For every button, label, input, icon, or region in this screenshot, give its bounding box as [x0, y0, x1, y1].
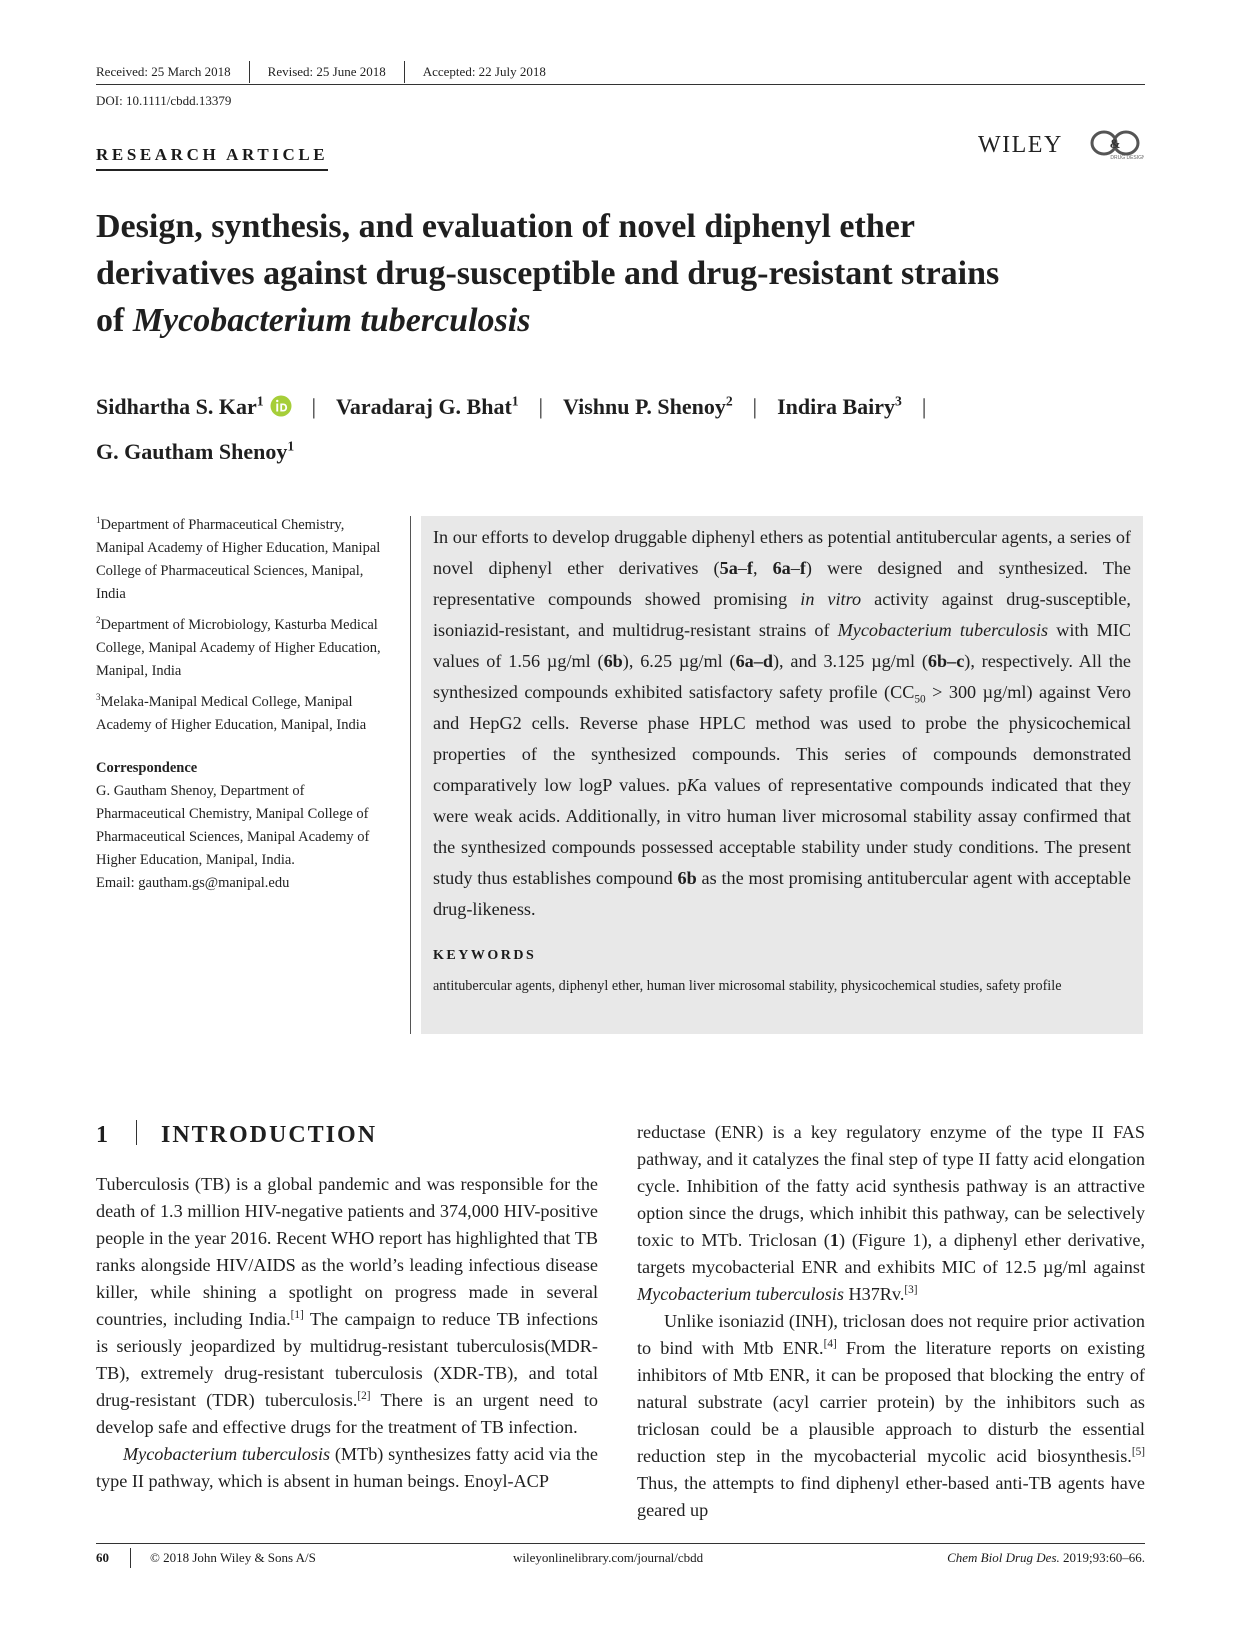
author[interactable] [96, 431, 294, 473]
compound-ref: 6b–c [927, 651, 965, 671]
author-name: Sidhartha S. Kar [96, 394, 257, 419]
article-title [96, 203, 1156, 344]
compound-ref: 6b [603, 651, 623, 671]
affiliation-number: 3 [96, 692, 101, 703]
author-name: G. Gautham Shenoy [96, 439, 288, 464]
citation-ref[interactable]: [2] [357, 1389, 371, 1402]
compound-ref: 5a [719, 558, 738, 578]
abstract-rule [410, 516, 411, 1034]
author-name: Indira Bairy [777, 394, 896, 419]
section-divider [136, 1120, 137, 1145]
abstract-italic: in vitro [800, 589, 862, 609]
received-date: Received: 25 March 2018 [96, 64, 231, 79]
abstract-span: as the most promising antitubercular agent with acceptable drug-likeness. [433, 868, 1131, 919]
abstract-span: ), and 3.125 µg/ml ( [772, 651, 928, 671]
author-name: Varadaraj G. Bhat [335, 394, 512, 419]
author-affiliation-ref: 1 [256, 393, 264, 409]
author[interactable] [336, 386, 519, 428]
section-heading [96, 1120, 377, 1149]
body-text: ) (Figure 1), a diphenyl ether derivative, targets mycobacterial ENR and exhibits MIC of 12.5 µg/ml against [637, 1230, 1145, 1277]
publisher-logo: WILEY [978, 132, 1063, 158]
body-italic: Mycobacterium tuberculosis [123, 1444, 331, 1464]
compound-ref: 6b [677, 868, 697, 888]
correspondence-email[interactable]: Email: gautham.gs@manipal.edu [96, 875, 290, 891]
title-line: Design, synthesis, and evaluation of novel diphenyl ether [96, 208, 915, 245]
abstract-span: ), respectively. All the synthesized compounds exhibited satisfactory safety profile (CC [433, 651, 1131, 702]
compound-ref: 6a–d [735, 651, 773, 671]
abstract-span: ) were designed and synthesized. The representative compounds showed promising [433, 558, 1131, 609]
abstract-span: – [790, 558, 800, 578]
abstract-span: – [737, 558, 747, 578]
author-affiliation-ref: 3 [895, 393, 902, 409]
svg-text:&: & [1109, 136, 1121, 151]
affiliations [96, 514, 386, 895]
body-paragraph [96, 1441, 598, 1495]
citation-volume: 2019;93:60–66. [1059, 1550, 1145, 1565]
svg-text:DRUG DESIGN: DRUG DESIGN [1110, 155, 1144, 161]
compound-ref: f [799, 558, 806, 578]
body-paragraph [96, 1171, 598, 1441]
affiliation-text: Department of Pharmaceutical Chemistry, Manipal Academy of Higher Education, Manipal College of Pharmaceutical Sciences, Manipal, India [96, 517, 381, 602]
correspondence-text: G. Gautham Shenoy, Department of Pharmaceutical Chemistry, Manipal College of Pharmaceutical Sciences, Manipal Academy of Higher Education, Manipal, India. [96, 783, 370, 868]
abstract-italic: K [686, 775, 699, 795]
header-rule [96, 84, 1145, 85]
author-list [96, 386, 1156, 473]
author[interactable] [96, 386, 292, 431]
affiliation-text: Melaka-Manipal Medical College, Manipal Academy of Higher Education, Manipal, India [96, 694, 367, 733]
correspondence-heading: Correspondence [96, 760, 198, 776]
abstract-subscript: 50 [914, 693, 926, 706]
author-affiliation-ref: 2 [725, 393, 733, 409]
affiliation [96, 514, 386, 606]
citation-ref[interactable]: [1] [290, 1308, 304, 1321]
citation-ref[interactable]: [3] [904, 1283, 918, 1296]
body-text: The campaign to reduce TB infections is seriously jeopardized by multidrug-resistant tuberculosis(MDR-TB), extremely drug-resistant tuberculosis (XDR-TB), and total drug-resistant (TDR) tuberculosis. [96, 1309, 598, 1410]
author-affiliation-ref: 1 [287, 438, 295, 454]
body-column-left [96, 1171, 598, 1495]
citation-ref[interactable]: [4] [823, 1337, 837, 1350]
author[interactable] [563, 386, 733, 428]
footer-divider [130, 1548, 131, 1568]
body-column-right [637, 1119, 1145, 1524]
body-text: Unlike isoniazid (INH), triclosan does not require prior activation to bind with Mtb ENR. [637, 1311, 1145, 1358]
author-separator: | [921, 394, 927, 419]
article-dates [96, 61, 546, 83]
accepted-date: Accepted: 22 July 2018 [422, 64, 546, 79]
title-line: of [96, 302, 133, 339]
body-text: Tuberculosis (TB) is a global pandemic and was responsible for the death of 1.3 million HIV-negative patients and 374,000 HIV-positive people in the year 2016. Recent WHO report has highlighted that TB ranks alongside HIV/AIDS as the world’s leading infectious disease killer, while shining a spotlight on progress made in several countries, including India. [96, 1174, 598, 1329]
citation-ref[interactable]: [5] [1131, 1445, 1145, 1458]
abstract-span: a values of representative compounds indicated that they were weak acids. Additionally, in vitro human liver microsomal stability assay confirmed that the synthesized compounds possessed acceptable stability under study conditions. The present study thus establishes compound [433, 775, 1131, 888]
article-type-label: RESEARCH ARTICLE [96, 145, 328, 171]
affiliation-number: 2 [96, 615, 101, 626]
compound-ref: f [746, 558, 753, 578]
footer-rule [96, 1543, 1145, 1544]
body-text: There is an urgent need to develop safe and effective drugs for the treatment of TB infection. [96, 1390, 598, 1437]
body-paragraph [637, 1308, 1145, 1524]
author-name: Vishnu P. Shenoy [563, 394, 726, 419]
doi[interactable]: DOI: 10.1111/cbdd.13379 [96, 93, 232, 108]
copyright: © 2018 John Wiley & Sons A/S [150, 1550, 316, 1565]
affiliation [96, 614, 386, 683]
compound-ref: 6a [772, 558, 791, 578]
section-number: 1 [96, 1122, 110, 1148]
date-divider [404, 61, 405, 83]
body-text: reductase (ENR) is a key regulatory enzyme of the type II FAS pathway, and it catalyzes the final step of type II fatty acid elongation cycle. Inhibition of the fatty acid synthesis pathway is an attractive option since the drugs, which inhibit this pathway, can be selectively toxic to MTb. Triclosan ( [637, 1122, 1145, 1250]
affiliation-text: Department of Microbiology, Kasturba Medical College, Manipal Academy of Higher Education, Manipal, India [96, 617, 381, 679]
compound-ref: 1 [829, 1230, 839, 1250]
affiliation-number: 1 [96, 515, 101, 526]
date-divider [249, 61, 250, 83]
journal-url[interactable]: wileyonlinelibrary.com/journal/cbdd [513, 1550, 704, 1565]
keywords-text: antitubercular agents, diphenyl ether, human liver microsomal stability, physicochemical studies, safety profile [433, 978, 1062, 994]
abstract-span: In our efforts to develop druggable diphenyl ethers as potential antitubercular agents, a series of novel diphenyl ether derivatives ( [433, 527, 1131, 578]
keywords-heading: KEYWORDS [433, 948, 537, 963]
abstract-text [433, 522, 1131, 925]
revised-date: Revised: 25 June 2018 [267, 64, 386, 79]
title-species: Mycobacterium tuberculosis [132, 302, 531, 339]
author[interactable] [777, 386, 902, 428]
author-separator: | [752, 394, 758, 419]
affiliation [96, 691, 386, 737]
abstract-span: with MIC values of 1.56 µg/ml ( [433, 620, 1131, 671]
abstract-span: , [752, 558, 773, 578]
author-separator: | [538, 394, 544, 419]
abstract-italic: Mycobacterium tuberculosis [837, 620, 1049, 640]
journal-name: Chem Biol Drug Des. [947, 1550, 1060, 1565]
orcid-icon[interactable] [270, 389, 292, 431]
abstract-span: > 300 µg/ml) against Vero and HepG2 cells. Reverse phase HPLC method was used to probe the physicochemical properties of the synthesized compounds. This series of compounds demonstrated comparatively low logP values. p [433, 682, 1131, 795]
journal-citation [947, 1550, 1145, 1566]
section-title: INTRODUCTION [161, 1122, 378, 1148]
journal-logo-icon [1088, 128, 1144, 167]
abstract-span: ), 6.25 µg/ml ( [622, 651, 736, 671]
title-line: derivatives against drug-susceptible and drug-resistant strains [96, 255, 1000, 292]
author-separator: | [311, 394, 316, 419]
body-text: From the literature reports on existing inhibitors of Mtb ENR, it can be proposed that blocking the entry of natural substrate (acyl carrier protein) by the inhibitors such as triclosan could be a plausible approach to disturb the essential reduction step in the mycobacterial mycolic acid biosynthesis. [637, 1338, 1145, 1466]
body-paragraph [637, 1119, 1145, 1308]
author-affiliation-ref: 1 [511, 393, 519, 409]
page-number: 60 [96, 1550, 109, 1565]
body-text: Thus, the attempts to find diphenyl ether-based anti-TB agents have geared up [637, 1473, 1145, 1520]
body-text: (MTb) synthesizes fatty acid via the type II pathway, which is absent in human beings. Enoyl-ACP [96, 1444, 598, 1491]
body-italic: Mycobacterium tuberculosis [637, 1284, 844, 1304]
abstract-span: activity against drug-susceptible, isoniazid-resistant, and multidrug-resistant strains of [433, 589, 1131, 640]
body-text: H37Rv. [843, 1284, 905, 1304]
